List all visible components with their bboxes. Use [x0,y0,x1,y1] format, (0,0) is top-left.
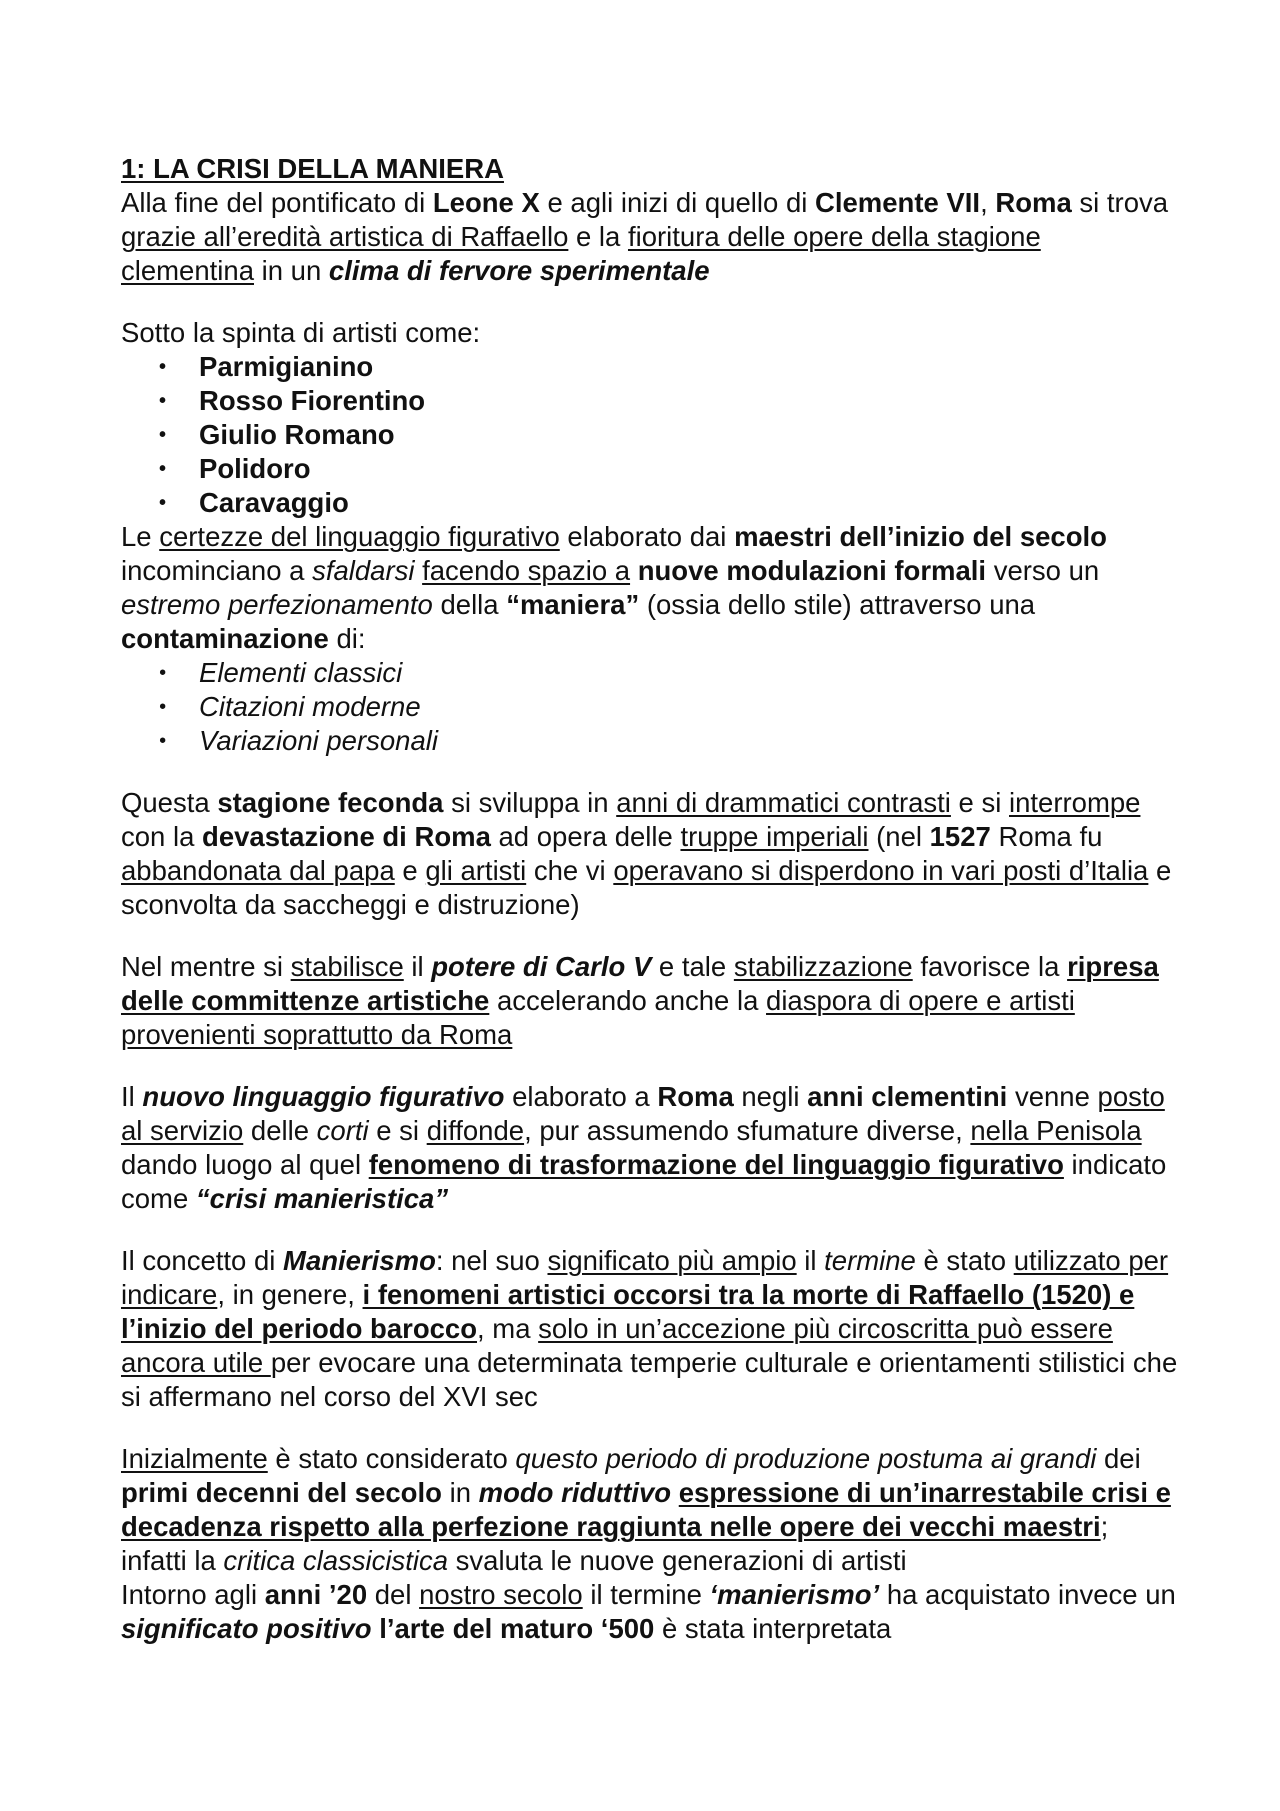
text-run: abbandonata dal papa [121,855,395,886]
text-run: dei [1096,1443,1141,1474]
text-run: corti [316,1115,369,1146]
text-run: sfaldarsi [312,555,415,586]
text-run: significato più ampio [547,1245,797,1276]
list-item: • Polidoro [121,452,1181,486]
text-run: (ossia dello stile) attraverso una [639,589,1036,620]
text-run: (nel [868,821,930,852]
paragraph-inizialmente [121,1442,1181,1578]
text-run: e la [568,221,628,252]
text-run: “crisi manieristica” [195,1183,449,1214]
text-run: Clemente VII [815,187,981,218]
text-run: indicato come [121,1149,1167,1214]
paragraph-maniera [121,520,1181,656]
text-run: solo in un’accezione più circoscritta può essere ancora utile [121,1313,1113,1378]
text-run: del [367,1579,420,1610]
text-run: contaminazione [121,623,329,654]
text-run: incominciano a [121,555,313,586]
text-run: è stato considerato [267,1443,516,1474]
text-run: nostro secolo [419,1579,583,1610]
text-run: maestri dell’inizio del secolo [734,521,1107,552]
text-run: modo riduttivo [478,1477,672,1508]
text-run: che vi [526,855,614,886]
text-run: e si [950,787,1009,818]
text-run: fenomeno di trasformazione del linguaggio figurativo [368,1149,1064,1180]
text-run: questo periodo di produzione postuma ai grandi [515,1443,1097,1474]
text-run: con la [121,821,203,852]
text-run: Alla fine del pontificato di [121,187,433,218]
paragraph-linguaggio [121,1080,1181,1216]
text-run: termine [824,1245,916,1276]
text-run: è stata interpretata [654,1613,892,1644]
text-run: Il [121,1081,143,1112]
text-run: il [796,1245,825,1276]
text-run: critica classicistica [223,1545,449,1576]
text-run: nella Penisola [970,1115,1142,1146]
text-run: svaluta le nuove generazioni di artisti [448,1545,907,1576]
text-run: in un [254,255,329,286]
list-item: • Giulio Romano [121,418,1181,452]
text-run: ad opera delle [490,821,681,852]
text-run: “maniera” [506,589,640,620]
text-run: di: [328,623,366,654]
text-run: ‘manierismo’ [709,1579,880,1610]
section-title: 1: LA CRISI DELLA MANIERA [121,153,504,184]
text-run: stagione feconda [217,787,444,818]
text-run: utilizzato per indicare [121,1245,1169,1310]
text-run: facendo spazio a [422,555,631,586]
text-run: delle [243,1115,317,1146]
text-run: dando luogo al quel [121,1149,369,1180]
text-run: diffonde [426,1115,525,1146]
text-run: nuove modulazioni formali [637,555,987,586]
list-item: • Rosso Fiorentino [121,384,1181,418]
text-run: verso un [986,555,1100,586]
artists-list [121,350,1181,520]
text-run: e tale [651,951,734,982]
text-run: : nel suo [435,1245,548,1276]
text-run: ripresa delle committenze artistiche [121,951,1159,1016]
text-run: certezze del linguaggio figurativo [159,521,560,552]
text-run: , [980,187,996,218]
text-run [630,555,638,586]
list-item: • Variazioni personali [121,724,1181,758]
text-run: , pur assumendo sfumature diverse, [524,1115,971,1146]
text-run: significato positivo [121,1613,372,1644]
text-run: Roma [995,187,1072,218]
text-run: interrompe [1009,787,1141,818]
list-item: • Elementi classici [121,656,1181,690]
text-run: in [441,1477,479,1508]
spacer [121,288,1181,316]
paragraph-anni-20 [121,1578,1181,1646]
text-run: Roma [657,1081,734,1112]
text-run: e sconvolta da saccheggi e distruzione) [121,855,1172,920]
text-run: Intorno agli [121,1579,265,1610]
text-run: si sviluppa in [443,787,617,818]
text-run: i fenomeni artistici occorsi tra la morte di Raffaello (1520) e l’inizio del periodo barocco [121,1279,1135,1344]
text-run: nuovo linguaggio figurativo [142,1081,505,1112]
text-run: 1527 [929,821,991,852]
text-run: Nel mentre si [121,951,291,982]
text-run: l’arte del maturo ‘500 [379,1613,655,1644]
text-run: e [394,855,426,886]
text-run: ; infatti la [121,1511,1109,1576]
text-run: primi decenni del secolo [121,1477,442,1508]
text-run: il [403,951,432,982]
text-run: anni ’20 [264,1579,368,1610]
text-run: diaspora di opere e artisti provenienti soprattutto da Roma [121,985,1075,1050]
text-run: per evocare una determinata temperie culturale e orientamenti stilistici che si affermano nel corso del XVI sec [121,1347,1178,1412]
text-run [414,555,422,586]
text-run: Inizialmente [121,1443,268,1474]
text-run: il termine [582,1579,710,1610]
text-run: e agli inizi di quello di [539,187,815,218]
text-run: clima di fervore sperimentale [328,255,710,286]
text-run: stabilisce [290,951,404,982]
spacer [121,1052,1181,1080]
text-run: grazie all’eredità artistica di Raffaello [121,221,569,252]
text-run: della [432,589,507,620]
paragraph-manierismo [121,1244,1181,1414]
paragraph-intro [121,186,1181,288]
paragraph-carlo-v [121,950,1181,1052]
list-item: • Citazioni moderne [121,690,1181,724]
text-run: è stato [915,1245,1014,1276]
list-item: • Caravaggio [121,486,1181,520]
text-run: Le [121,521,160,552]
text-run: , ma [477,1313,539,1344]
list-item: • Parmigianino [121,350,1181,384]
spacer [121,1414,1181,1442]
text-run: anni clementini [807,1081,1008,1112]
text-run [671,1477,679,1508]
text-run: Leone X [432,187,540,218]
paragraph-stagione [121,786,1181,922]
text-run: devastazione di Roma [202,821,491,852]
text-run: negli [733,1081,808,1112]
text-run: Manierismo [283,1245,436,1276]
text-run: anni di drammatici contrasti [616,787,951,818]
text-run: stabilizzazione [733,951,913,982]
text-run: accelerando anche la [489,985,767,1016]
document-body [121,152,1181,1646]
text-run: , in genere, [217,1279,363,1310]
text-run: Il concetto di [121,1245,284,1276]
text-run: favorisce la [912,951,1068,982]
text-run: estremo perfezionamento [121,589,433,620]
text-run: fioritura delle opere della stagione clementina [121,221,1041,286]
artists-intro: Sotto la spinta di artisti come: [121,317,481,348]
text-run: truppe imperiali [680,821,869,852]
spacer [121,1216,1181,1244]
text-run: e si [368,1115,427,1146]
text-run: espressione di un’inarrestabile crisi e decadenza rispetto alla perfezione raggiunta nelle opere dei vecchi maestri [121,1477,1171,1542]
text-run: posto al servizio [121,1081,1165,1146]
spacer [121,922,1181,950]
spacer [121,758,1181,786]
text-run: potere di Carlo V [431,951,652,982]
text-run: si trova [1071,187,1169,218]
text-run: gli artisti [425,855,527,886]
text-run: elaborato dai [559,521,735,552]
text-run: operavano si disperdono in vari posti d’Italia [613,855,1149,886]
text-run: Questa [121,787,218,818]
text-run: ha acquistato invece un [879,1579,1176,1610]
text-run: venne [1007,1081,1098,1112]
elements-list [121,656,1181,758]
text-run: Roma fu [990,821,1103,852]
text-run: elaborato a [504,1081,658,1112]
